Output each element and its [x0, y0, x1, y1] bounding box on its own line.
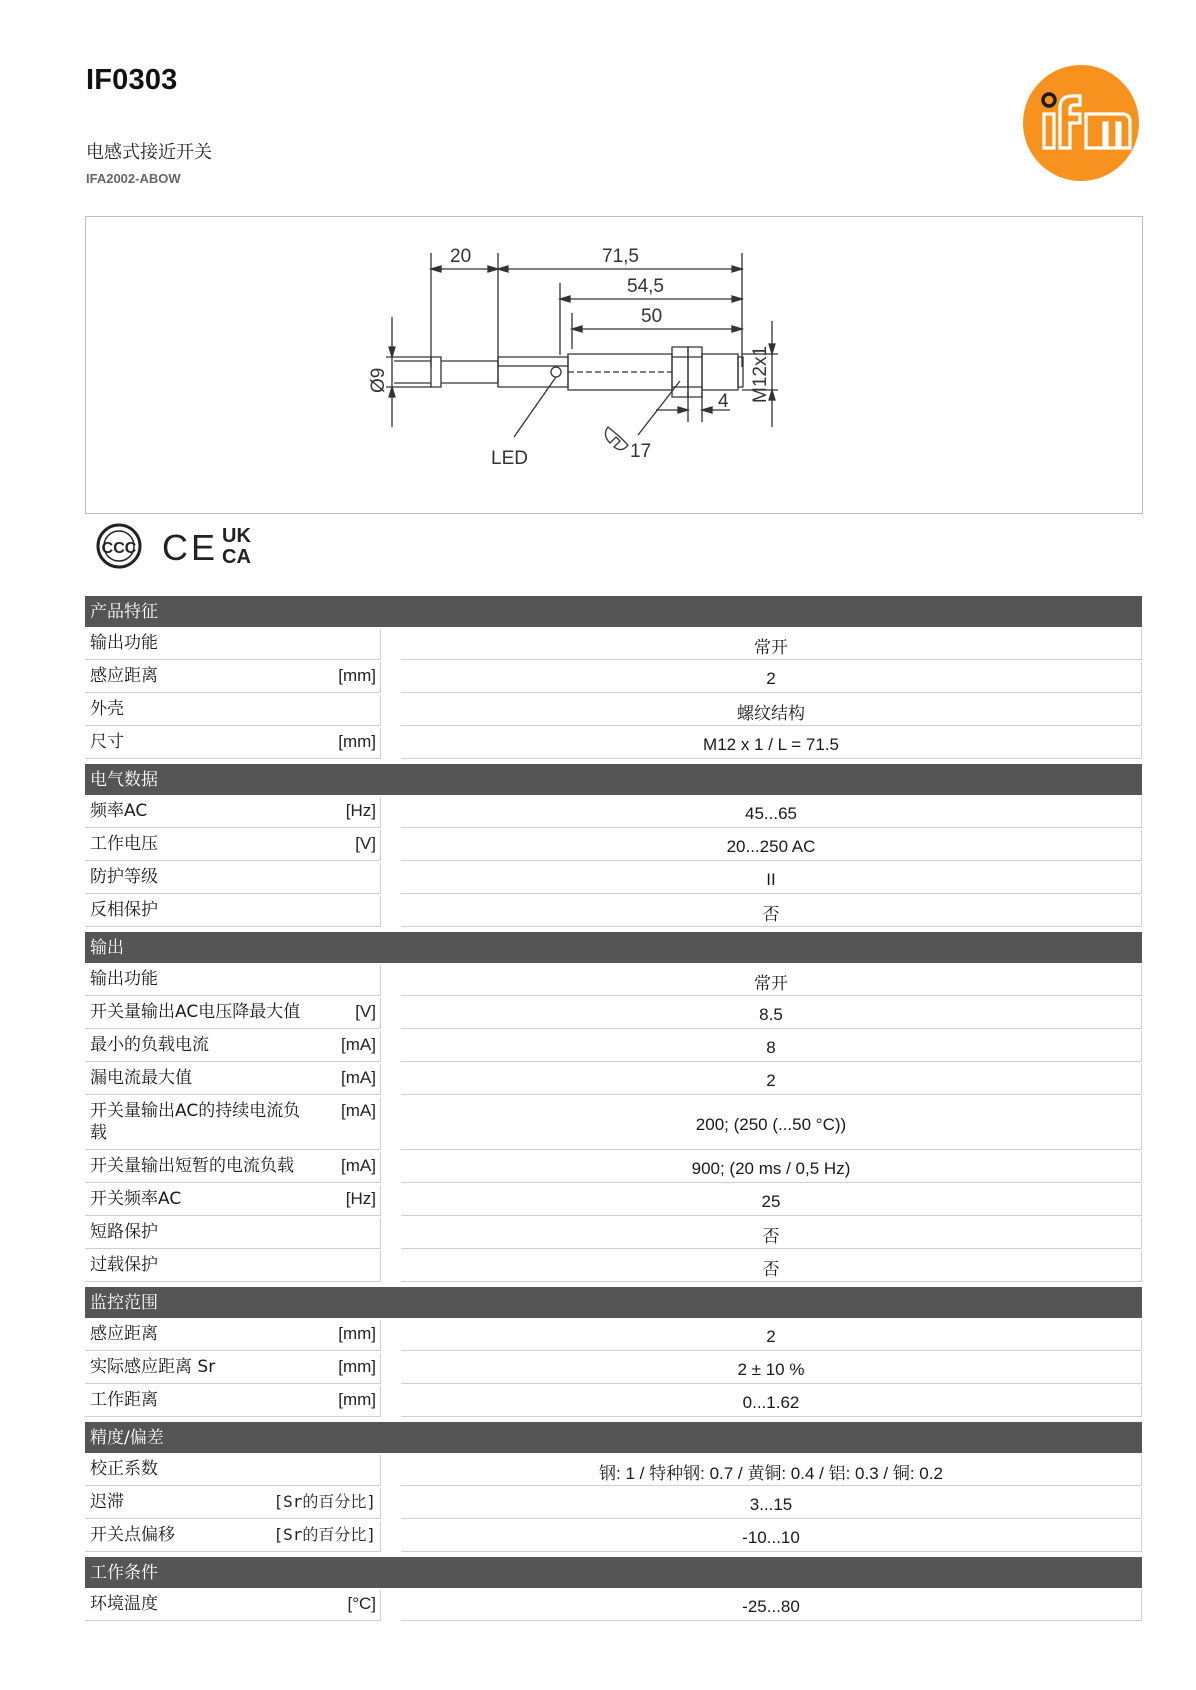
spec-label-cell — [85, 1521, 381, 1552]
spec-row — [85, 965, 1142, 996]
spec-label: 输出功能 — [90, 633, 158, 653]
spec-label-cell — [85, 1185, 381, 1216]
spec-row — [85, 1488, 1142, 1519]
spec-unit: [mm] — [338, 1390, 376, 1409]
dim-71-5: 71,5 — [602, 246, 639, 267]
spec-value: II — [401, 863, 1142, 894]
spec-label: 开关频率AC — [90, 1189, 182, 1209]
section-header: 监控范围 — [85, 1287, 1142, 1318]
spec-label: 短路保护 — [90, 1222, 158, 1242]
spec-label-cell — [85, 1320, 381, 1351]
spec-label-cell — [85, 1218, 381, 1249]
spec-value: 20...250 AC — [401, 830, 1142, 861]
dimension-drawing — [85, 216, 1143, 514]
spec-label: 输出功能 — [90, 969, 158, 989]
svg-text:CA: CA — [222, 546, 251, 568]
spec-label-cell — [85, 1152, 381, 1183]
spec-row — [85, 863, 1142, 894]
spec-value: 45...65 — [401, 797, 1142, 828]
spec-unit: [mm] — [338, 1324, 376, 1343]
ukca-mark — [222, 525, 251, 568]
article-number: IFA2002-ABOW — [86, 171, 181, 186]
spec-row — [85, 830, 1142, 861]
spec-value: 2 ± 10 % — [401, 1353, 1142, 1384]
spec-value: 900; (20 ms / 0,5 Hz) — [401, 1152, 1142, 1183]
diameter-label: Ø9 — [368, 367, 389, 393]
spec-label-cell — [85, 998, 381, 1029]
spec-unit: [Hz] — [345, 801, 376, 820]
spec-row — [85, 662, 1142, 693]
spec-label: 防护等级 — [90, 867, 158, 887]
spec-label: 漏电流最大值 — [90, 1068, 192, 1088]
spec-unit: [mA] — [341, 1156, 376, 1175]
spec-label: 外壳 — [90, 699, 124, 719]
spec-row — [85, 1251, 1142, 1282]
spec-label: 开关量输出AC电压降最大值 — [90, 1002, 301, 1022]
spec-label: 频率AC — [90, 801, 148, 821]
spec-unit: [mA] — [341, 1101, 376, 1120]
spec-row — [85, 728, 1142, 759]
spec-label: 开关量输出AC的持续电流负载 — [90, 1101, 301, 1143]
thread-label: M12x1 — [750, 345, 771, 403]
wrench-size: 17 — [630, 441, 652, 462]
product-title: IF0303 — [86, 64, 178, 96]
logo-text: ifm — [1081, 180, 1083, 181]
spec-unit: [mm] — [338, 666, 376, 685]
spec-value: M12 x 1 / L = 71.5 — [401, 728, 1142, 759]
spec-label-cell — [85, 728, 381, 759]
spec-value: 2 — [401, 662, 1142, 693]
spec-unit: [mA] — [341, 1068, 376, 1087]
spec-label-cell — [85, 1064, 381, 1095]
spec-row — [85, 998, 1142, 1029]
spec-unit: [Sr的百分比] — [273, 1525, 376, 1544]
specifications-table — [85, 596, 1142, 1621]
spec-label-cell — [85, 629, 381, 660]
spec-label-cell — [85, 1386, 381, 1417]
spec-label: 工作距离 — [90, 1390, 158, 1410]
spec-label: 最小的负载电流 — [90, 1035, 209, 1055]
spec-label: 开关点偏移 — [90, 1525, 175, 1545]
spec-label: 感应距离 — [90, 666, 158, 686]
spec-row — [85, 1185, 1142, 1216]
spec-unit: [mm] — [338, 1357, 376, 1376]
dim-50: 50 — [641, 306, 663, 327]
spec-value: 8 — [401, 1031, 1142, 1062]
spec-label: 环境温度 — [90, 1594, 158, 1614]
spec-label-cell — [85, 863, 381, 894]
spec-value: 2 — [401, 1320, 1142, 1351]
spec-row — [85, 1521, 1142, 1552]
section-header: 精度/偏差 — [85, 1422, 1142, 1453]
spec-value: 200; (250 (...50 °C)) — [401, 1097, 1142, 1150]
spec-value: 否 — [401, 896, 1142, 927]
section-header: 工作条件 — [85, 1557, 1142, 1588]
spec-value: 螺纹结构 — [401, 695, 1142, 726]
spec-label-cell — [85, 695, 381, 726]
spec-value: 0...1.62 — [401, 1386, 1142, 1417]
spec-row — [85, 1097, 1142, 1150]
spec-row — [85, 695, 1142, 726]
spec-value: 钢: 1 / 特种钢: 0.7 / 黄铜: 0.4 / 铝: 0.3 / 铜: 0.2 — [401, 1455, 1142, 1486]
spec-label: 尺寸 — [90, 732, 124, 752]
spec-label-cell — [85, 1031, 381, 1062]
certification-marks — [92, 520, 272, 570]
spec-row — [85, 797, 1142, 828]
spec-value: 常开 — [401, 629, 1142, 660]
spec-row — [85, 1590, 1142, 1621]
spec-row — [85, 1218, 1142, 1249]
spec-value: -25...80 — [401, 1590, 1142, 1621]
spec-unit: [mm] — [338, 732, 376, 751]
spec-row — [85, 1386, 1142, 1417]
spec-unit: [V] — [355, 1002, 376, 1021]
spec-value: -10...10 — [401, 1521, 1142, 1552]
spec-label-cell — [85, 896, 381, 927]
section-header: 产品特征 — [85, 596, 1142, 627]
spec-unit: [mA] — [341, 1035, 376, 1054]
ifm-logo — [1022, 64, 1140, 182]
product-subtitle: 电感式接近开关 — [86, 142, 212, 163]
spec-unit: [°C] — [347, 1594, 376, 1613]
ukca-text: UKCA — [267, 568, 270, 569]
spec-label-cell — [85, 1353, 381, 1384]
spec-row — [85, 1152, 1142, 1183]
spec-unit: [Sr的百分比] — [273, 1492, 376, 1511]
ccc-mark — [98, 525, 140, 567]
spec-label: 过载保护 — [90, 1255, 158, 1275]
spec-row — [85, 1353, 1142, 1384]
spec-label: 开关量输出短暂的电流负载 — [90, 1156, 294, 1176]
ce-mark: CE — [162, 527, 219, 568]
ccc-text: CCC — [101, 540, 137, 557]
spec-row — [85, 1320, 1142, 1351]
spec-label-cell — [85, 1097, 381, 1150]
dim-20: 20 — [450, 246, 472, 267]
spec-label: 感应距离 — [90, 1324, 158, 1344]
spec-row — [85, 1455, 1142, 1486]
section-header: 电气数据 — [85, 764, 1142, 795]
spec-value: 8.5 — [401, 998, 1142, 1029]
spec-row — [85, 896, 1142, 927]
spec-label: 实际感应距离 Sr — [90, 1357, 216, 1377]
dim-54-5: 54,5 — [627, 276, 664, 297]
svg-text:UK: UK — [222, 525, 251, 547]
spec-value: 25 — [401, 1185, 1142, 1216]
dim-4: 4 — [718, 391, 729, 412]
led-label: LED — [491, 448, 528, 469]
spec-label-cell — [85, 1488, 381, 1519]
spec-value: 否 — [401, 1251, 1142, 1282]
spec-label-cell — [85, 797, 381, 828]
spec-label-cell — [85, 1590, 381, 1621]
spec-value: 常开 — [401, 965, 1142, 996]
spec-value: 否 — [401, 1218, 1142, 1249]
spec-label: 反相保护 — [90, 900, 158, 920]
spec-label: 校正系数 — [90, 1459, 158, 1479]
spec-unit: [V] — [355, 834, 376, 853]
spec-value: 3...15 — [401, 1488, 1142, 1519]
spec-label-cell — [85, 830, 381, 861]
spec-row — [85, 629, 1142, 660]
spec-row — [85, 1031, 1142, 1062]
section-header: 输出 — [85, 932, 1142, 963]
spec-label: 工作电压 — [90, 834, 158, 854]
spec-label-cell — [85, 1251, 381, 1282]
spec-label-cell — [85, 965, 381, 996]
spec-label-cell — [85, 662, 381, 693]
spec-label: 迟滞 — [90, 1492, 124, 1512]
spec-value: 2 — [401, 1064, 1142, 1095]
spec-unit: [Hz] — [345, 1189, 376, 1208]
spec-row — [85, 1064, 1142, 1095]
spec-label-cell — [85, 1455, 381, 1486]
